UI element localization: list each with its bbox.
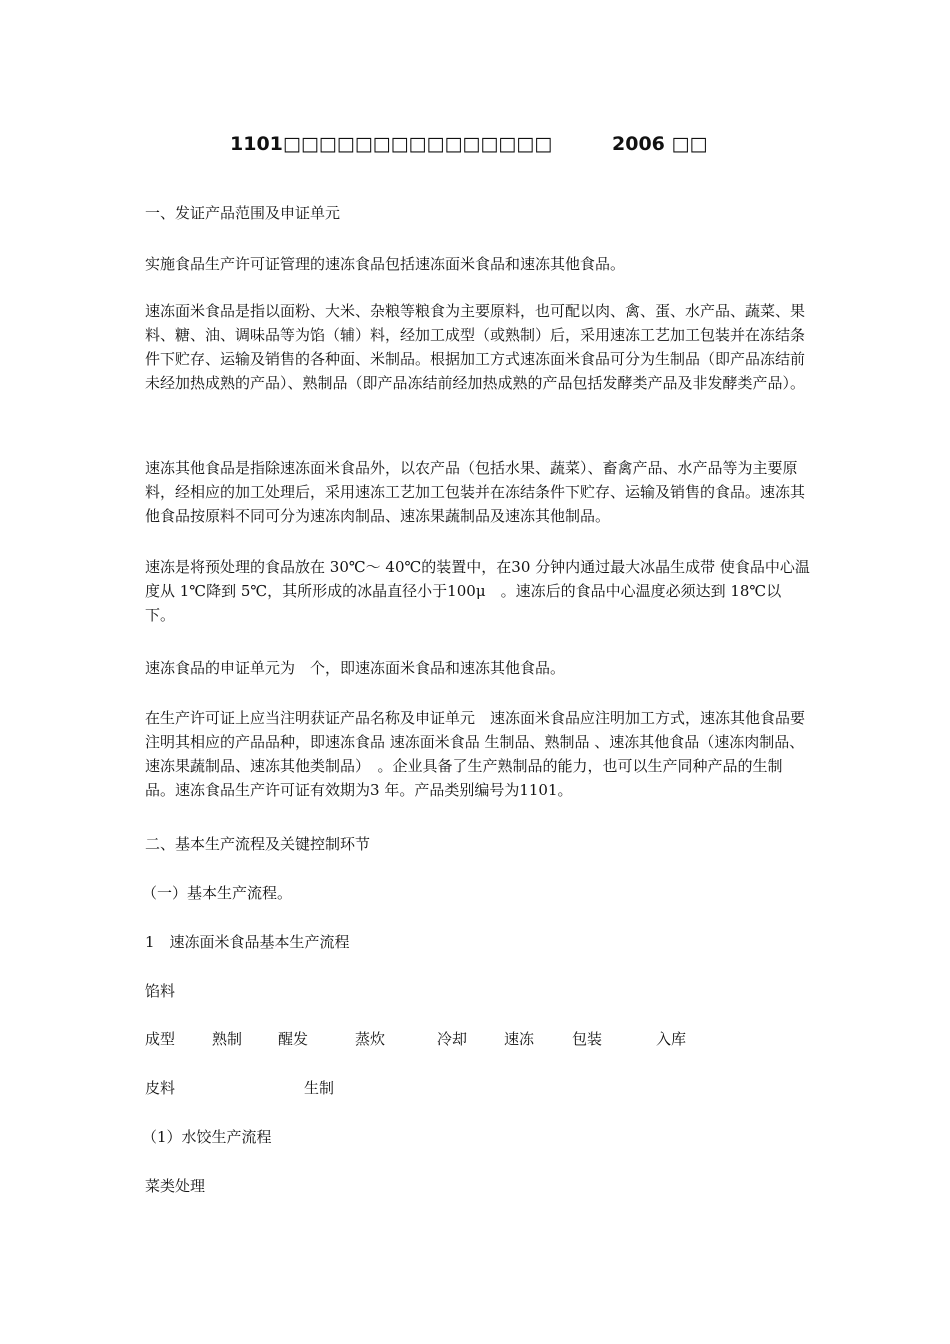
section-heading-process: 二、基本生产流程及关键控制环节 bbox=[145, 835, 371, 853]
flow-vegetable-processing: 菜类处理 bbox=[145, 1177, 206, 1195]
flow-step-cooking: 熟制 bbox=[212, 1030, 243, 1048]
section-heading-scope: 一、发证产品范围及申证单元 bbox=[145, 204, 341, 222]
paragraph-scope: 实施食品生产许可证管理的速冻食品包括速冻面米食品和速冻其他食品。 bbox=[145, 255, 626, 273]
paragraph-other-frozen-definition: 速冻其他食品是指除速冻面米食品外，以农产品（包括水果、蔬菜）、畜禽产品、水产品等为主要原料，经相应的加工处理后，采用速冻工艺加工包装并在冻结条件下贮存、运输及销售的食品。速冻其他食品按原料不同可分为速冻肉制品、速冻果蔬制品及速冻其他制品。 bbox=[145, 459, 806, 525]
flow-raw-product: 生制 bbox=[304, 1079, 335, 1097]
item-noodle-rice-process: 1 速冻面米食品基本生产流程 bbox=[145, 933, 350, 951]
paragraph-application-units: 速冻食品的申证单元为 个，即速冻面米食品和速冻其他食品。 bbox=[145, 659, 566, 677]
flow-step-quick-freezing: 速冻 bbox=[504, 1030, 535, 1048]
flow-wrapper: 皮料 bbox=[145, 1079, 176, 1097]
flow-step-proofing: 醒发 bbox=[278, 1030, 309, 1048]
paragraph-license-notes: 在生产许可证上应当注明获证产品名称及申证单元 速冻面米食品应注明加工方式，速冻其他食品要注明其相应的产品品种，即速冻食品 速冻面米食品 生制品、熟制品 、速冻其他食品（速冻肉制品、速冻果蔬制品、速冻其他类制品） 。企业具备了生产熟制品的能力，也可以生产同种产品的生制品。速冻食品生产许可证有效期为3 年。产品类别编号为1101。 bbox=[145, 709, 806, 799]
paragraph-quick-freeze-definition: 速冻是将预处理的食品放在 30℃～ 40℃的装置中，在30 分钟内通过最大冰晶生成带 使食品中心温度从 1℃降到 5℃，其所形成的冰晶直径小于100μ 。速冻后的食品中心温度必须达到 18℃以下。 bbox=[145, 558, 810, 624]
paragraph-noodle-rice-definition: 速冻面米食品是指以面粉、大米、杂粮等粮食为主要原料，也可配以肉、禽、蛋、水产品、蔬菜、果料、糖、油、调味品等为馅（辅）料，经加工成型（或熟制）后，采用速冻工艺加工包装并在冻结条件下贮存、运输及销售的各种面、米制品。根据加工方式速冻面米食品可分为生制品（即产品冻结前未经加热成熟的产品）、熟制品（即产品冻结前经加热成熟的产品包括发酵类产品及非发酵类产品）。 bbox=[145, 302, 806, 392]
flow-step-steaming: 蒸炊 bbox=[355, 1030, 386, 1048]
flow-step-cooling: 冷却 bbox=[437, 1030, 468, 1048]
flow-step-storage: 入库 bbox=[656, 1030, 687, 1048]
document-year: 2006 □□ bbox=[612, 133, 708, 155]
flow-step-packaging: 包装 bbox=[572, 1030, 603, 1048]
flow-filling: 馅料 bbox=[145, 982, 176, 1000]
flow-step-forming: 成型 bbox=[145, 1030, 176, 1048]
subheading-dumpling-process: （1）水饺生产流程 bbox=[142, 1128, 272, 1146]
document-title: 1101□□□□□□□□□□□□□□□ bbox=[230, 133, 553, 155]
subheading-basic-process: （一）基本生产流程。 bbox=[142, 884, 293, 902]
